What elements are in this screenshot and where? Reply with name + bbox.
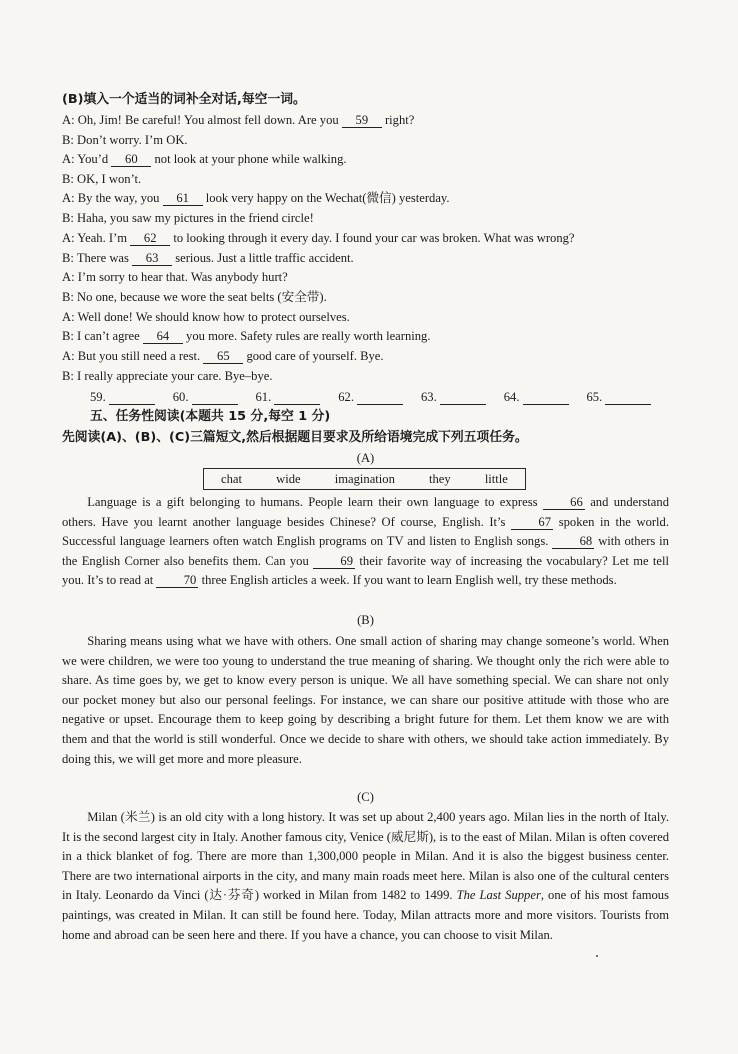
dialogue-text: look very happy on the Wechat(微信) yesterday.: [202, 191, 450, 205]
dialogue-text: you more. Safety rules are really worth learning.: [182, 329, 431, 343]
answer-slot: [256, 389, 321, 405]
answer-label: 65.: [586, 390, 603, 404]
answer-label: 60.: [172, 390, 189, 404]
answer-slot: [587, 389, 652, 405]
dialogue-line: [62, 151, 347, 167]
passage-c-label: (C): [357, 790, 374, 804]
passage-a-text: three English articles a week. If you want to learn English well, try these methods.: [198, 573, 617, 588]
dialogue-text: A: Well done! We should know how to protect ourselves.: [62, 310, 350, 324]
dialogue-text: A: You’d: [62, 152, 112, 166]
blank-61[interactable]: 61: [163, 192, 203, 206]
answer-blank[interactable]: [440, 392, 486, 405]
passage-c-text-1: Milan (米兰) is an old city with a long history. It was set up about 2,400 years ago. Milan lies in the north of Italy. It is the second largest city in Italy. Another famous city, Venice (威尼斯), is to the east of Milan. Milan is often covered in a thick blanket of fog. There are more than 1,300,000 people in Milan. And it is also the biggest business center. There are two international airports in the city, and many main roads meet here. Milan is also one of the cultural centers in Italy. Leonardo da Vinci (达·芬奇) worked in Milan from 1482 to 1499.: [62, 810, 669, 903]
answer-row: [90, 389, 620, 405]
word-option: chat: [221, 471, 243, 486]
answer-label: 63.: [421, 390, 437, 404]
passage-a-text: and understand others. Have you learnt another language besides Chinese? Of course, English. It’s: [62, 495, 669, 529]
blank-67[interactable]: 67: [511, 516, 553, 530]
answer-slot: [338, 389, 403, 405]
passage-a-text: Language is a gift belonging to humans. People learn their own language to express: [87, 495, 543, 509]
section5-instruction: 先阅读(A)、(B)、(C)三篇短文,然后根据题目要求及所给语境完成下列五项任务。: [62, 430, 528, 445]
passage-b-label: (B): [357, 613, 374, 627]
blank-59[interactable]: 59: [342, 114, 382, 128]
passage-a-text: with others in the English Corner also benefits them. Can you: [62, 534, 669, 568]
dialogue-line: [62, 250, 354, 266]
word-option: they: [429, 471, 451, 486]
dialogue-text: to looking through it every day. I found your car was broken. What was wrong?: [170, 231, 575, 245]
word-option: wide: [276, 471, 301, 486]
dialogue-text: B: I really appreciate your care. Bye–bye.: [62, 369, 273, 383]
section-b-header: (B)填入一个适当的词补全对话,每空一词。: [62, 92, 306, 107]
answer-blank[interactable]: [523, 392, 569, 405]
blank-64[interactable]: 64: [143, 330, 183, 344]
dialogue-text: good care of yourself. Bye.: [243, 349, 384, 363]
dialogue-text: A: Oh, Jim! Be careful! You almost fell down. Are you: [62, 113, 342, 127]
answer-slot: [90, 389, 155, 405]
dialogue-line: [62, 289, 327, 305]
blank-69[interactable]: 69: [313, 555, 355, 569]
passage-a: [62, 493, 669, 591]
blank-68[interactable]: 68: [552, 535, 594, 549]
blank-70[interactable]: 70: [156, 574, 198, 588]
dialogue-text: B: No one, because we wore the seat belts (安全带).: [62, 290, 327, 304]
answer-blank[interactable]: [605, 392, 651, 405]
dialogue-text: not look at your phone while walking.: [151, 152, 347, 166]
answer-blank[interactable]: [357, 392, 403, 405]
dialogue-line: [62, 309, 350, 325]
stray-mark: [596, 955, 598, 957]
passage-a-text: their favorite way of increasing the vocabulary? Let me tell you. It’s to read at: [62, 553, 670, 588]
passage-c-text-2: , one of his most famous paintings, was created in Milan. It can still be found here. Today, Milan attracts more and more visitors. Tourists from home and abroad can be seen here and there. If you have a chance, you can choose to visit Milan.: [62, 888, 669, 942]
answer-blank[interactable]: [192, 392, 238, 405]
passage-b: Sharing means using what we have with others. One small action of sharing may change someone’s world. When we were children, we were too young to understand the true meaning of sharing. We thought only the rich were able to share. As time goes by, we get to know every person is unique. We all have something special. We can share not only our pocket money but also our personal feelings. For instance, we can share our positive attitude with those who are negative or upset. Encourage them to keep going by describing a bright future for them. Let them know we are with them and that the world is still wonderful. Once we decide to share with others, we should take action immediately. By doing this, we will get more and more pleasure.: [62, 634, 669, 766]
answer-blank[interactable]: [274, 392, 320, 405]
answer-slot: [421, 389, 486, 405]
dialogue-text: serious. Just a little traffic accident.: [172, 251, 354, 265]
passage-a-label: (A): [356, 451, 375, 465]
dialogue-line: [62, 132, 188, 148]
word-option: little: [484, 471, 508, 486]
blank-62[interactable]: 62: [130, 232, 170, 246]
dialogue-text: A: I’m sorry to hear that. Was anybody hurt?: [62, 270, 288, 284]
painting-title: The Last Supper: [456, 888, 541, 903]
dialogue-text: B: There was: [62, 251, 133, 265]
blank-66[interactable]: 66: [543, 496, 585, 510]
dialogue-line: [62, 348, 384, 364]
dialogue-text: right?: [381, 113, 415, 127]
dialogue-text: A: By the way, you: [62, 191, 163, 205]
word-option: imagination: [334, 471, 395, 486]
word-box: [203, 468, 526, 490]
blank-63[interactable]: 63: [132, 252, 172, 266]
dialogue-line: [62, 171, 141, 187]
blank-65[interactable]: 65: [203, 350, 243, 364]
section5-title: 五、任务性阅读(本题共 15 分,每空 1 分): [90, 409, 331, 424]
answer-label: 59.: [90, 390, 106, 404]
blank-60[interactable]: 60: [111, 153, 151, 167]
passage-a-text: spoken in the world. Successful language learners often watch English programs on TV and listen to English songs.: [62, 514, 669, 549]
dialogue-text: A: Yeah. I’m: [62, 231, 131, 245]
dialogue-line: [62, 269, 288, 285]
answer-label: 64.: [503, 390, 520, 404]
answer-blank[interactable]: [109, 392, 155, 405]
passage-c: [62, 808, 669, 945]
dialogue-line: [62, 210, 314, 226]
dialogue-text: B: Haha, you saw my pictures in the friend circle!: [62, 211, 314, 225]
dialogue-line: [62, 112, 414, 128]
dialogue-text: B: I can’t agree: [62, 329, 143, 343]
dialogue-text: A: But you still need a rest.: [62, 349, 204, 363]
dialogue-text: B: OK, I won’t.: [62, 172, 142, 186]
dialogue-line: [62, 190, 450, 206]
answer-slot: [173, 389, 238, 405]
dialogue-line: [62, 328, 430, 344]
answer-label: 62.: [338, 390, 354, 404]
answer-label: 61.: [255, 390, 272, 404]
dialogue-text: B: Don’t worry. I’m OK.: [62, 133, 188, 147]
answer-slot: [504, 389, 569, 405]
dialogue-line: [62, 230, 575, 246]
dialogue-line: [62, 368, 273, 384]
